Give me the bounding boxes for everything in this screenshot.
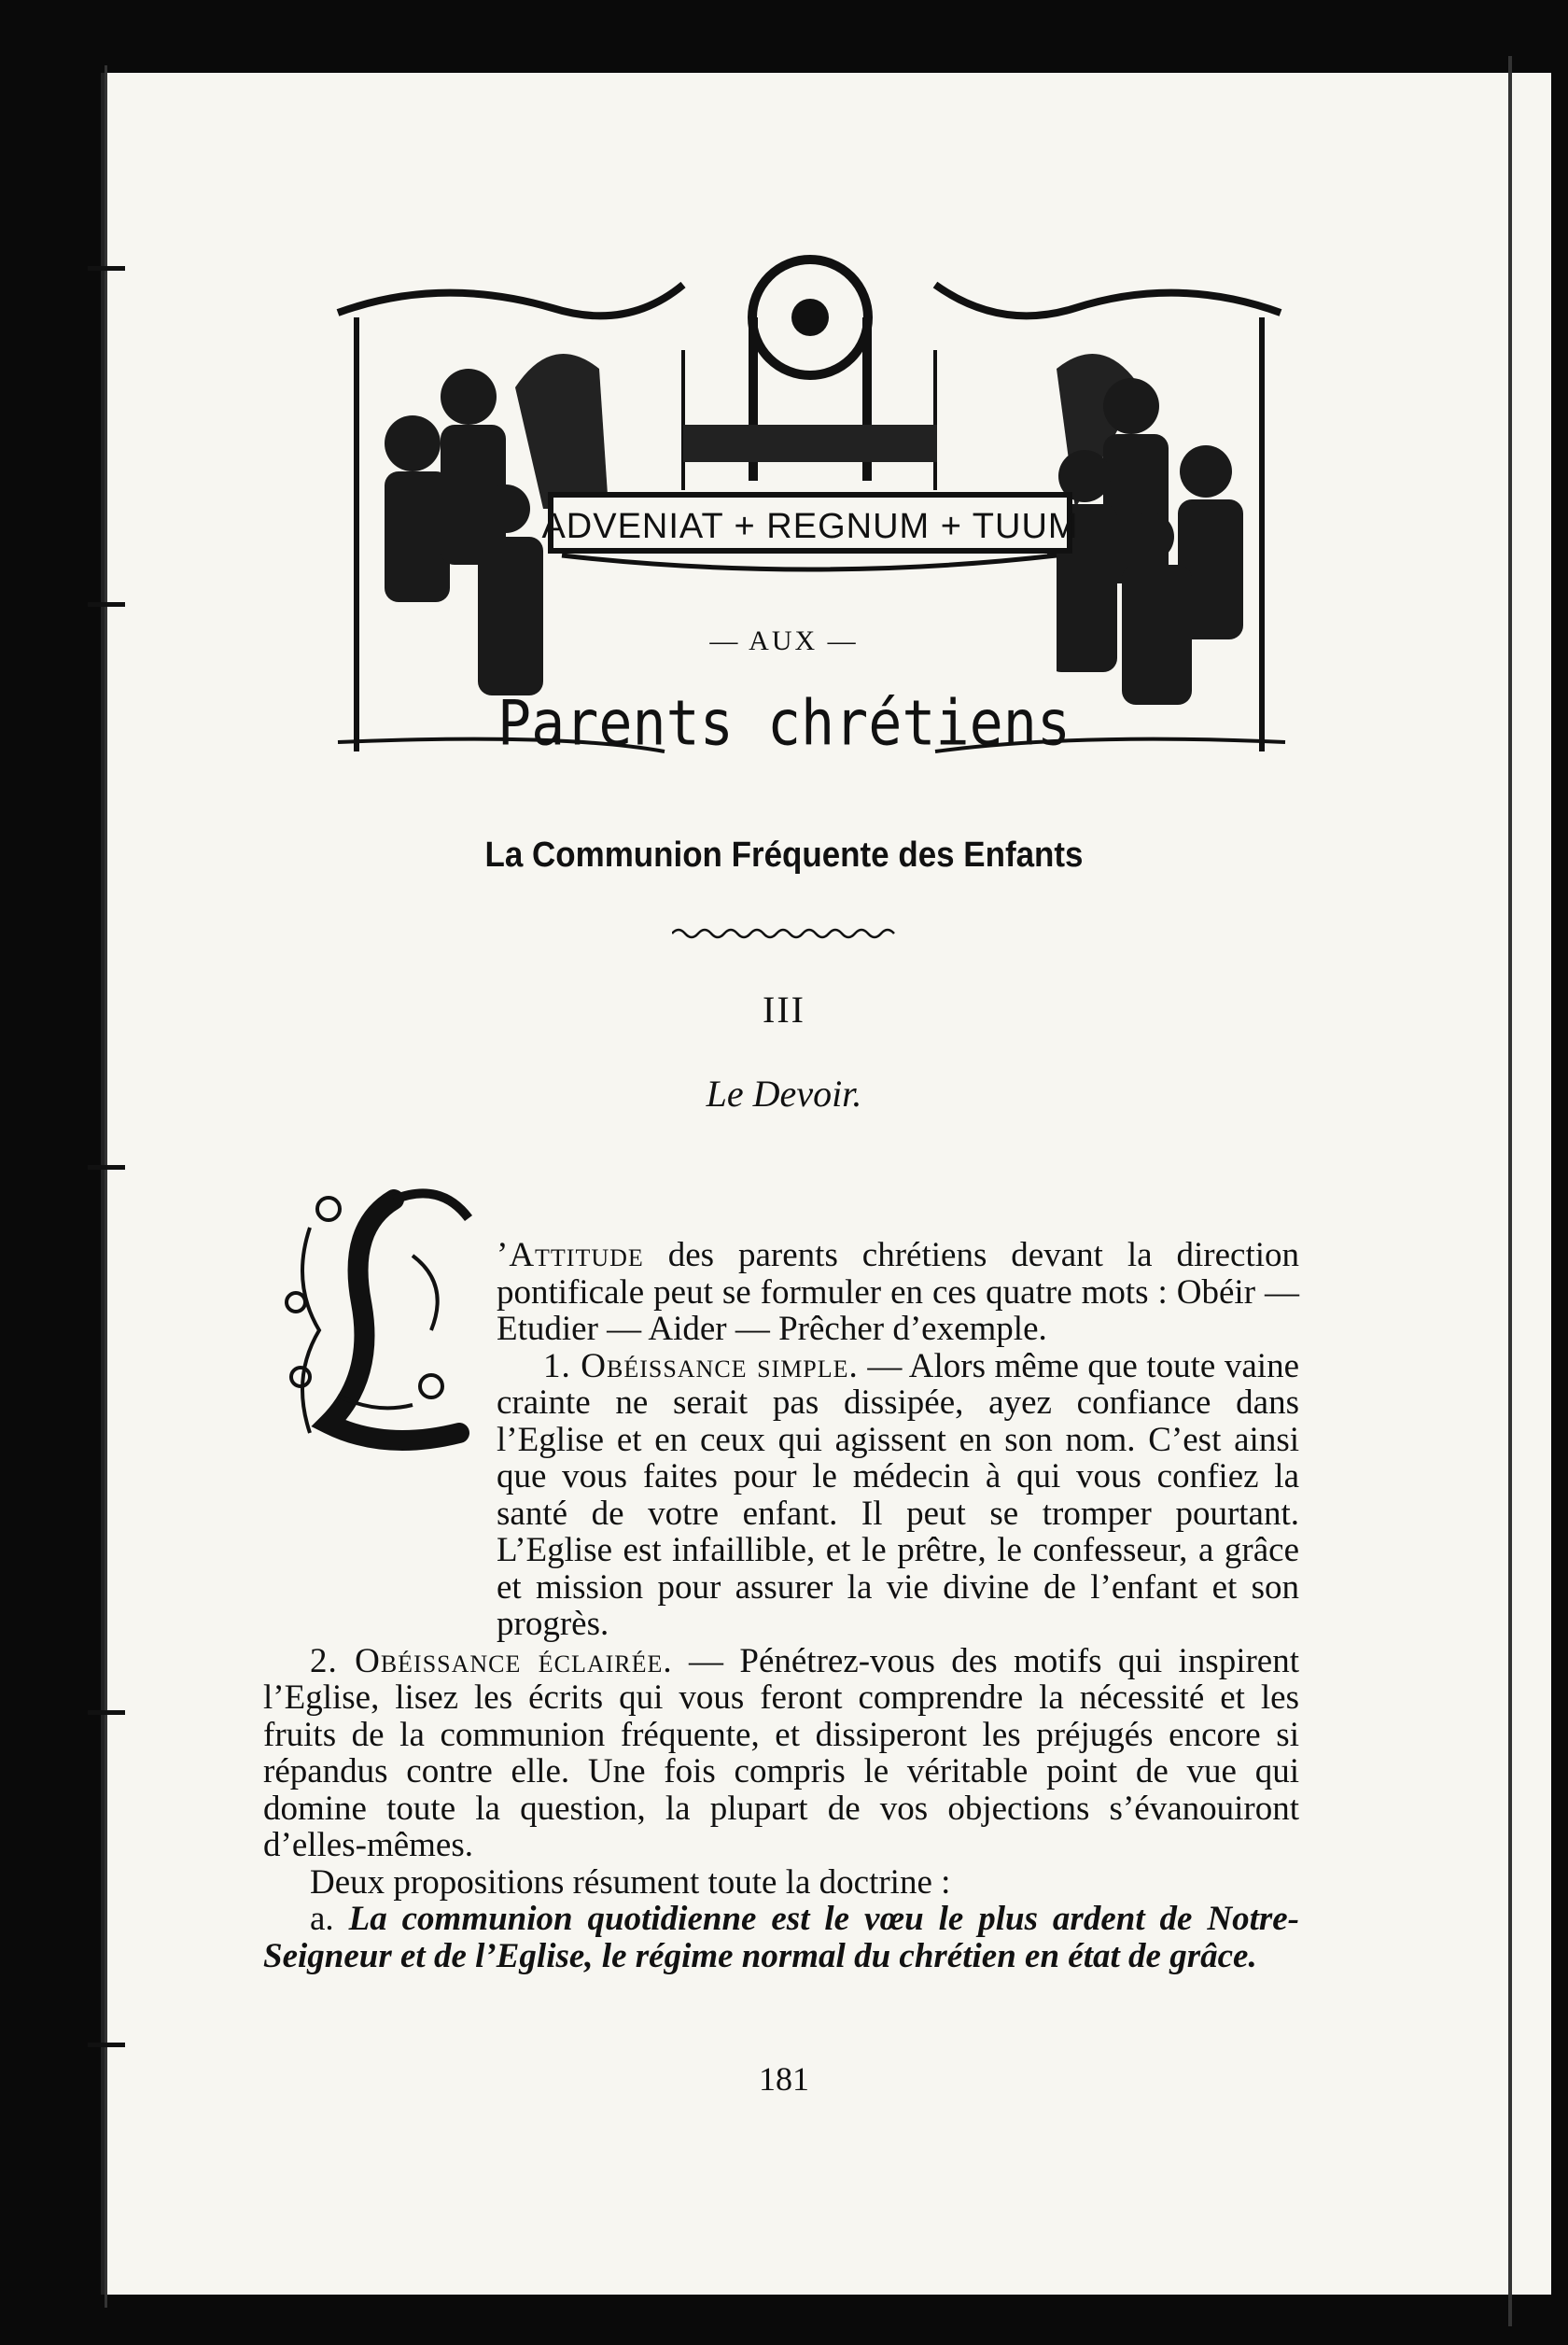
intro-text: des parents chrétiens devant la direction pontificale peut se formuler en ces quatre mots : Obéir — Etudier — Aider — Prêcher d’exemple. (497, 1236, 1300, 1348)
binding-stitch (88, 1165, 125, 1170)
point2-label: 2. Obéissance éclairée. (310, 1641, 673, 1680)
propositions-intro: Deux propositions résument toute la doctrine : (310, 1862, 951, 1902)
engraving-banner: ADVENIAT + REGNUM + TUUM (541, 507, 1079, 546)
binding-stitch (88, 2043, 125, 2047)
article-title: La Communion Fréquente des Enfants (484, 835, 1084, 875)
page-number: 181 (759, 2060, 809, 2098)
intro-lead: ’Attitude (497, 1236, 644, 1274)
proposition-a-label: a. (310, 1900, 334, 1938)
section-number: III (763, 989, 805, 1031)
point2-paragraph (263, 1643, 1299, 1864)
point1-paragraph (497, 1348, 1299, 1643)
section-title: Le Devoir. (706, 1073, 862, 1115)
dedication-prefix: — AUX — (709, 625, 859, 656)
dedication-title: Parents chrétiens (497, 686, 1071, 761)
point2-text: — Pénétrez-vous des motifs qui inspirent l’Eglise, lisez les écrits qui vous feront comprendre la nécessité et les fruits de la communion fréquente, et dissiperont les préjugés encore si répandus contre elle. Une fois compris le véritable point de vue qui domine toute la question, la plupart de vos objections s’évanouiront d’elles-mêmes. (263, 1641, 1300, 1864)
binding-stitch (88, 266, 125, 271)
intro-paragraph (497, 1237, 1299, 1348)
binding-stitch (88, 1710, 125, 1715)
article-body (263, 1237, 1299, 1974)
proposition-a (263, 1901, 1299, 1974)
ornamental-divider (672, 924, 905, 943)
page-edge (1508, 56, 1512, 2326)
proposition-a-text: La communion quotidienne est le vœu le plus ardent de Notre-Seigneur et de l’Eglise, le régime normal du chrétien en état de grâce. (263, 1900, 1299, 1975)
binding-line (105, 65, 107, 2308)
binding-stitch (88, 602, 125, 607)
point1-text: — Alors même que toute vaine crainte ne serait pas dissipée, ayez confiance dans l’Eglise et en ceux qui agissent en son nom. C’est ainsi que vous faites pour le médecin à qui vous confiez la santé de votre enfant. Il peut se tromper pourtant. L’Eglise est infaillible, et le prêtre, le confesseur, a grâce et mission pour assurer la vie divine de l’enfant et son progrès. (497, 1346, 1299, 1643)
point1-label: 1. Obéissance simple. (543, 1346, 859, 1385)
